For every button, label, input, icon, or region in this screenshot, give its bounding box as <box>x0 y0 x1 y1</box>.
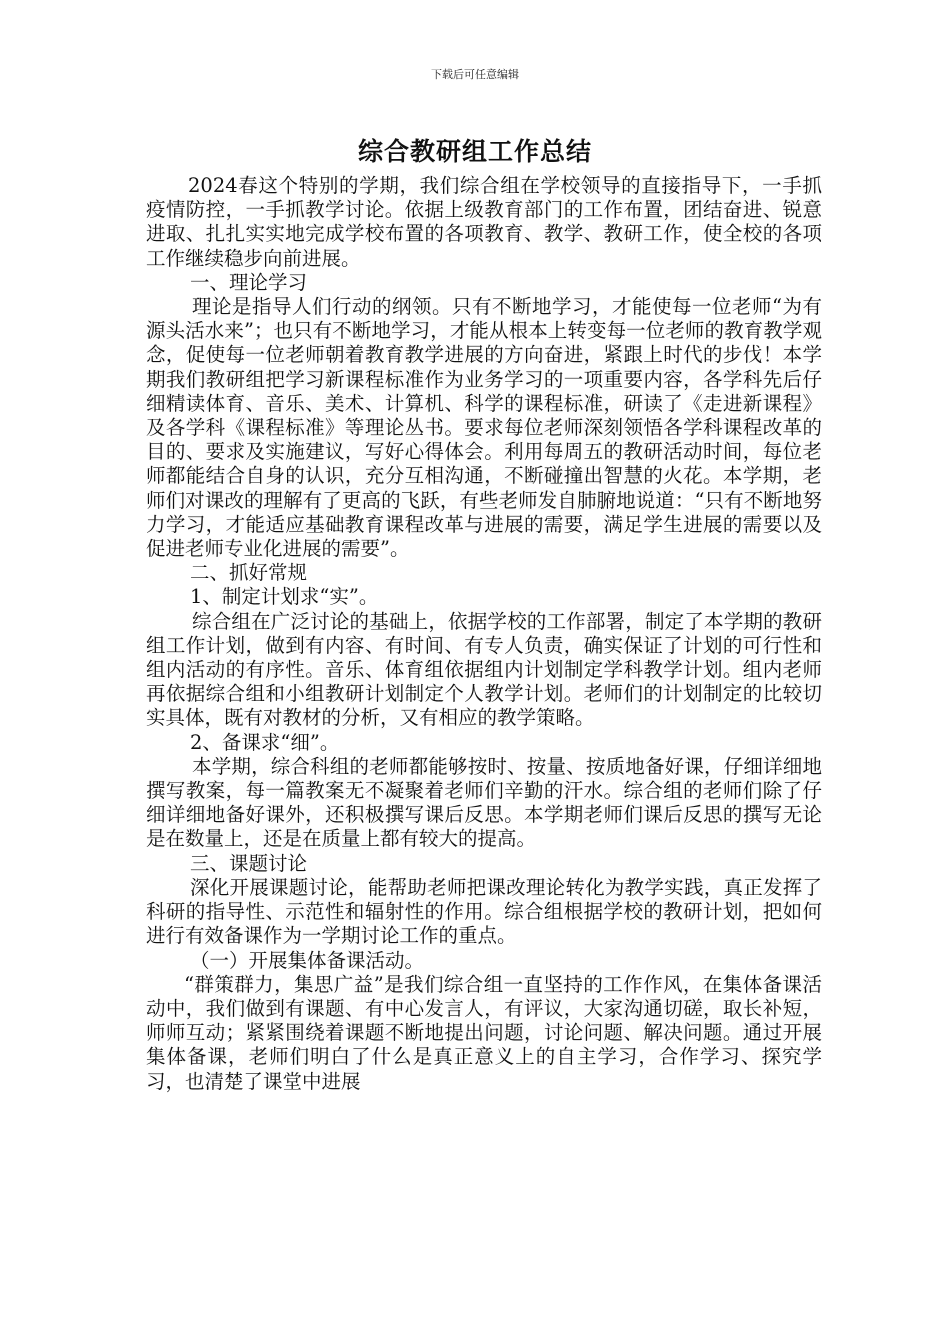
subheading-collective-prep: （一）开展集体备课活动。 <box>190 948 425 972</box>
document-title: 综合教研组工作总结 <box>357 137 592 166</box>
section-heading-research: 三、课题讨论 <box>190 851 308 875</box>
lesson-prep-paragraph: 本学期，综合科组的老师都能够按时、按量、按质地备好课，仔细详细地撰写教案，每一篇教案无不凝聚着老师们辛勤的汗水。综合组的老师们除了仔细详细地备好课外，还积极撰写课后反思。本学期老师们课后反思的撰写无论是在数量上，还是在质量上都有较大的提高。 <box>146 754 822 851</box>
header-note: 下载后可任意编辑 <box>431 68 519 81</box>
subheading-plan: 1、制定计划求“实”。 <box>190 585 379 609</box>
subheading-lesson-prep: 2、备课求“细”。 <box>190 730 340 754</box>
intro-paragraph: 2024春这个特别的学期，我们综合组在学校领导的直接指导下，一手抓疫情防控，一手抓教学讨论。依据上级教育部门的工作布置，团结奋进、锐意进取、扎扎实实地完成学校布置的各项教育、教学、教研工作，使全校的各项工作继续稳步向前进展。 <box>146 174 822 270</box>
research-paragraph: 深化开展课题讨论，能帮助老师把课改理论转化为教学实践，真正发挥了科研的指导性、示范性和辐射性的作用。综合组根据学校的教研计划，把如何进行有效备课作为一学期讨论工作的重点。 <box>146 875 822 948</box>
plan-paragraph: 综合组在广泛讨论的基础上，依据学校的工作部署，制定了本学期的教研组工作计划，做到有内容、有时间、有专人负责，确实保证了计划的可行性和组内活动的有序性。音乐、体育组依据组内计划制定学科教学计划。组内老师再依据综合组和小组教研计划制定个人教学计划。老师们的计划制定的比较切实具体，既有对教材的分析，又有相应的教学策略。 <box>146 609 822 730</box>
section-heading-theory: 一、理论学习 <box>190 270 308 294</box>
document-body <box>146 174 822 1094</box>
collective-prep-paragraph: “群策群力，集思广益”是我们综合组一直坚持的工作作风，在集体备课活动中，我们做到有课题、有中心发言人，有评议，大家沟通切磋，取长补短，师师互动；紧紧围绕着课题不断地提出问题，讨论问题、解决问题。通过开展集体备课，老师们明白了什么是真正意义上的自主学习，合作学习、探究学习，也清楚了课堂中进展 <box>146 972 822 1093</box>
section-heading-routine: 二、抓好常规 <box>190 561 308 585</box>
theory-paragraph: 理论是指导人们行动的纲领。只有不断地学习，才能使每一位老师“为有源头活水来”；也只有不断地学习，才能从根本上转变每一位老师的教育教学观念，促使每一位老师朝着教育教学进展的方向奋进，紧跟上时代的步伐！本学期我们教研组把学习新课程标准作为业务学习的一项重要内容，各学科先后仔细精读体育、音乐、美术、计算机、科学的课程标准，研读了《走进新课程》及各学科《课程标准》等理论丛书。要求每位老师深刻领悟各学科课程改革的目的、要求及实施建议，写好心得体会。利用每周五的教研活动时间，每位老师都能结合自身的认识，充分互相沟通，不断碰撞出智慧的火花。本学期，老师们对课改的理解有了更高的飞跃，有些老师发自肺腑地说道：“只有不断地努力学习，才能适应基础教育课程改革与进展的需要，满足学生进展的需要以及促进老师专业化进展的需要”。 <box>146 295 822 561</box>
